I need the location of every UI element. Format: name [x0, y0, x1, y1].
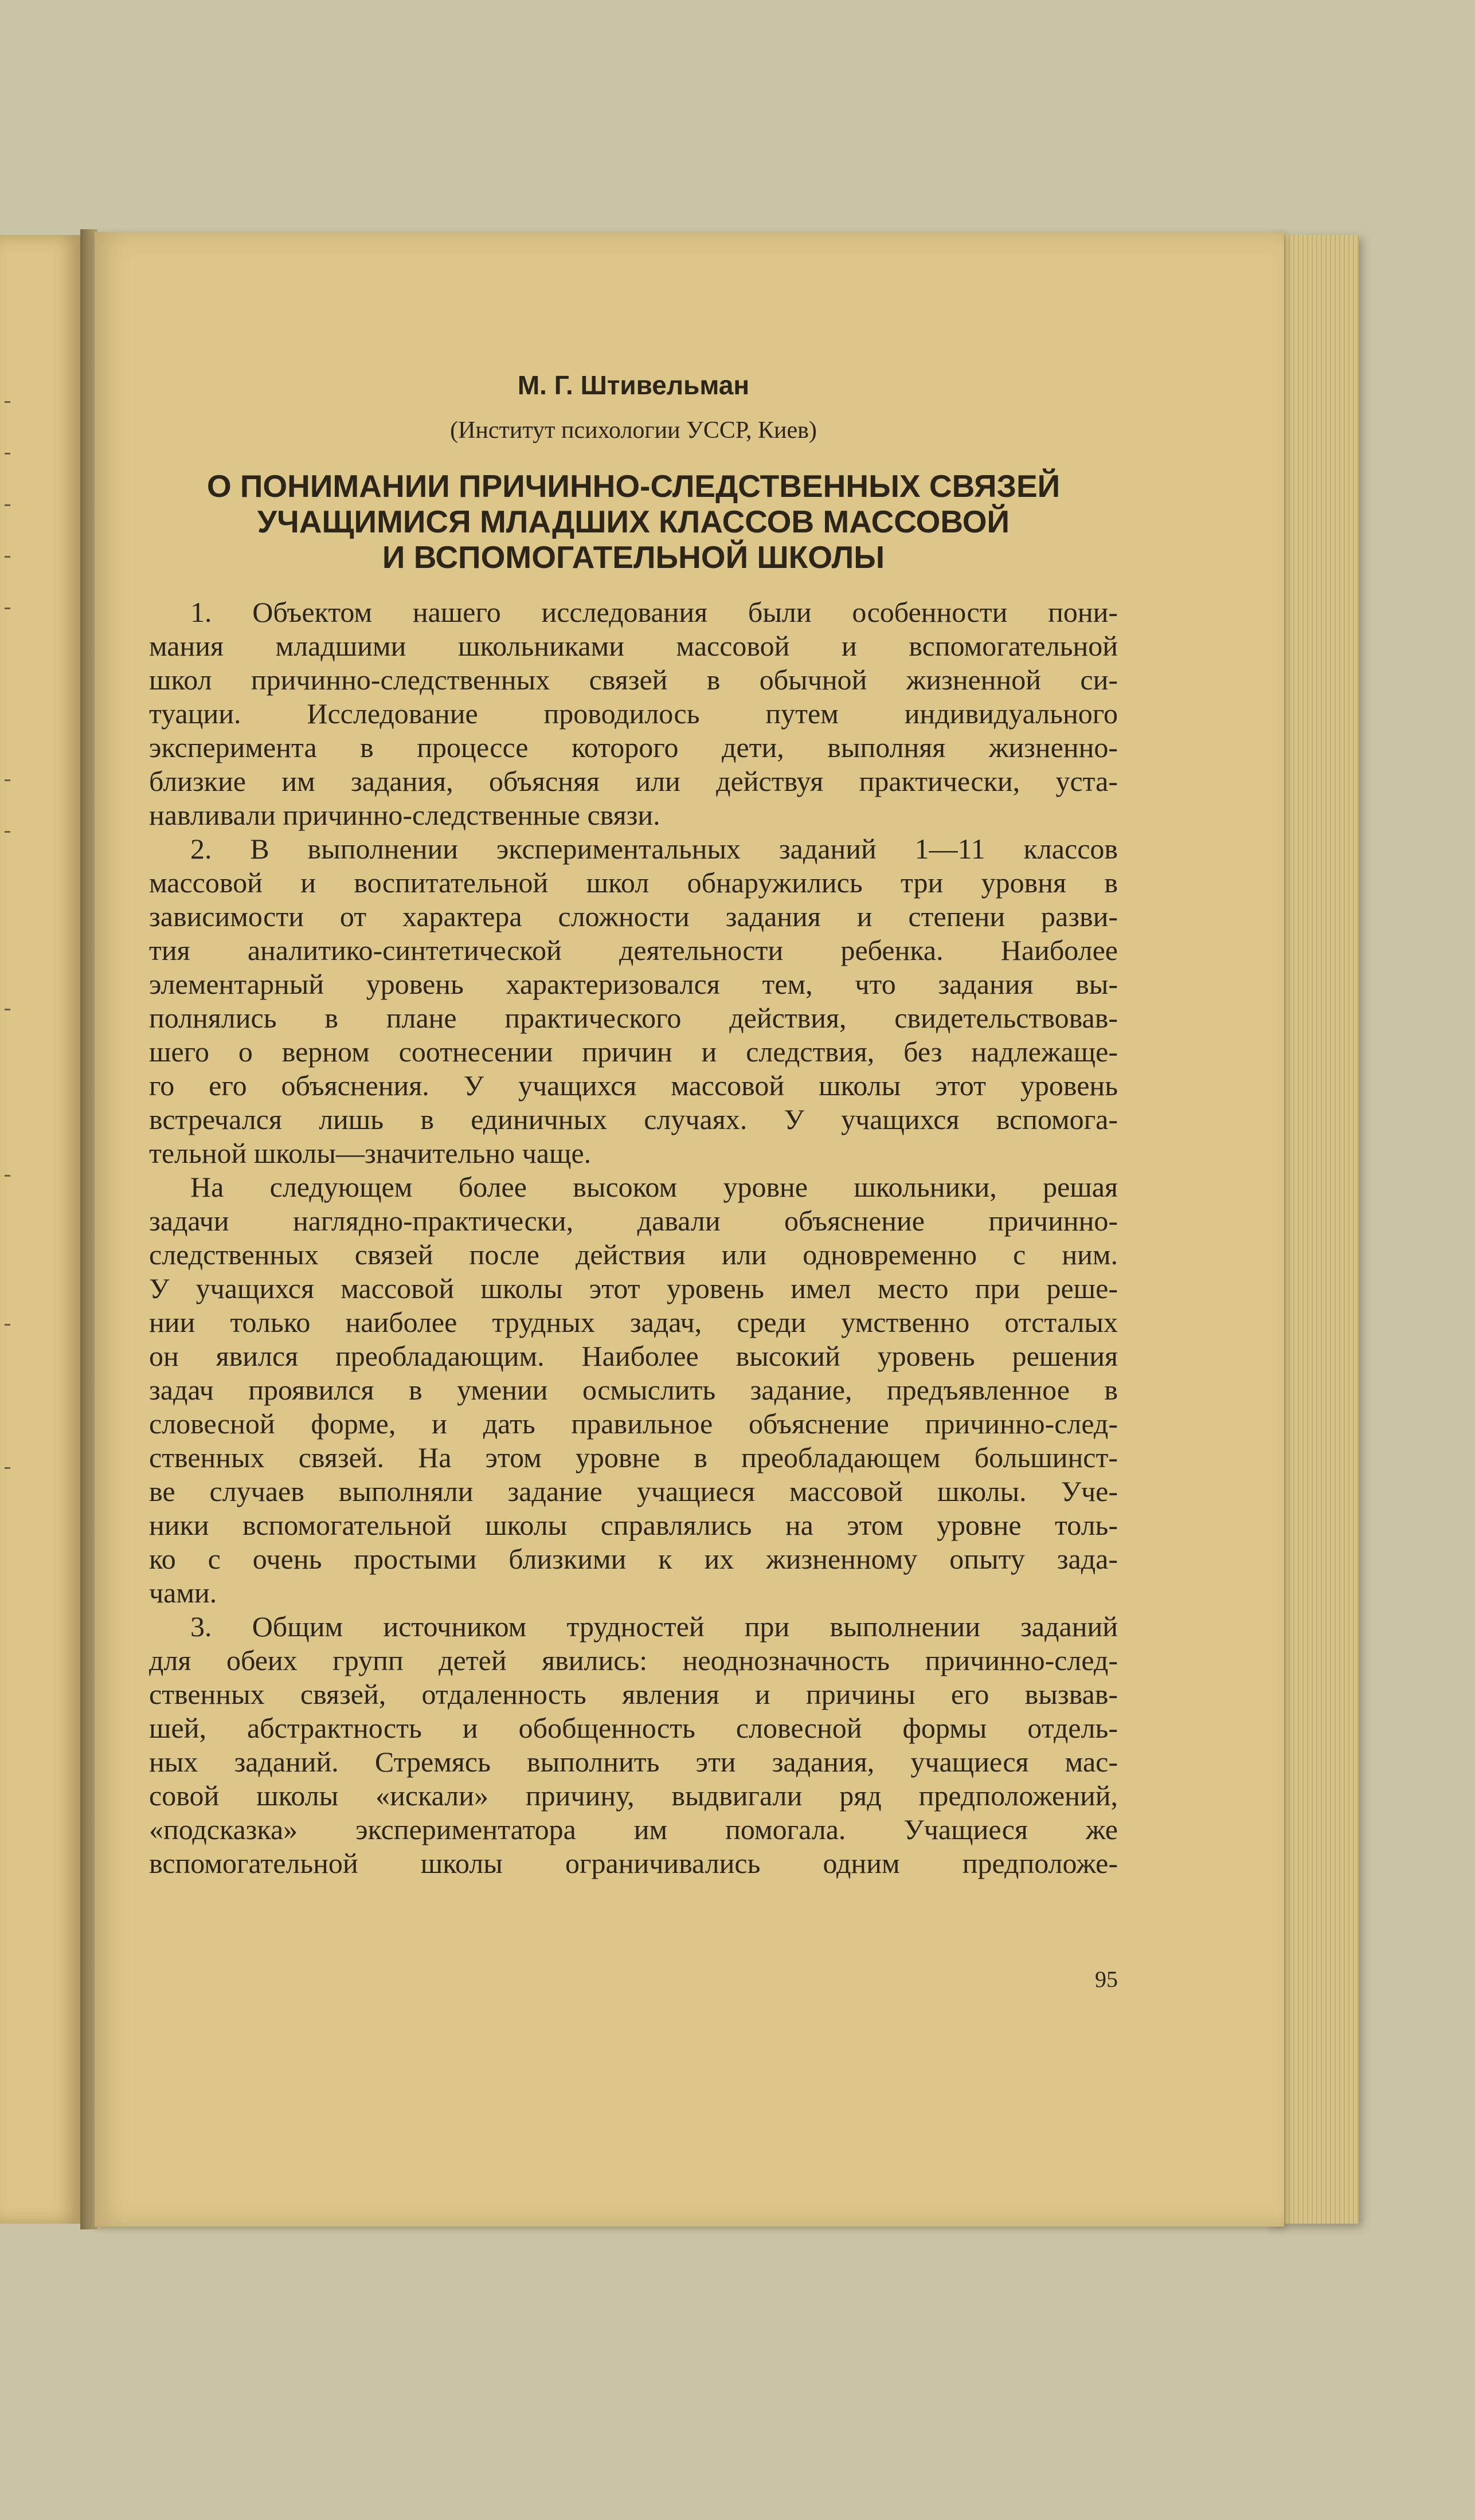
text-line: следственных связей после действия или одновременно с ним. [149, 1239, 1118, 1271]
text-line: «подсказка» экспериментатора им помогала. Учащиеся же [149, 1813, 1118, 1845]
text-line: 1. Объектом нашего исследования были особенности пони- [190, 596, 1118, 628]
text-line: для обеих групп детей явились: неоднозначность причинно-след- [149, 1644, 1118, 1676]
text-line: навливали причинно-следственные связи. [149, 799, 660, 831]
text-line: близкие им задания, объясняя или действуя практически, уста- [149, 765, 1118, 797]
article-title [149, 468, 1118, 575]
text-line: задачи наглядно-практически, давали объяснение причинно- [149, 1205, 1118, 1237]
text-line: встречался лишь в единичных случаях. У учащихся вспомога- [149, 1103, 1118, 1135]
text-line: школ причинно-следственных связей в обычной жизненной си- [149, 664, 1118, 696]
facing-page-text-fragment [5, 1467, 10, 1469]
facing-page-text-fragment [5, 401, 10, 403]
facing-page-text-fragment [5, 504, 10, 506]
text-line: туации. Исследование проводилось путем индивидуального [149, 697, 1118, 730]
text-line: ко с очень простыми близкими к их жизненному опыту зада- [149, 1543, 1118, 1575]
text-line: задач проявился в умении осмыслить задание, предъявленное в [149, 1374, 1118, 1406]
text-line: На следующем более высоком уровне школьники, решая [190, 1171, 1118, 1203]
text-line: совой школы «искали» причину, выдвигали ряд предположений, [149, 1780, 1118, 1812]
facing-page-text-fragment [5, 453, 10, 454]
article [149, 370, 1118, 1880]
facing-page-edge [0, 235, 80, 2224]
text-line: ных заданий. Стремясь выполнить эти задания, учащиеся мас- [149, 1746, 1118, 1778]
article-affiliation: (Институт психологии УССР, Киев) [450, 417, 817, 444]
text-line: У учащихся массовой школы этот уровень имел место при реше- [149, 1272, 1118, 1304]
text-line: массовой и воспитательной школ обнаружились три уровня в [149, 867, 1118, 899]
text-line: ве случаев выполняли задание учащиеся массовой школы. Уче- [149, 1475, 1118, 1507]
text-line: элементарный уровень характеризовался тем, что задания вы- [149, 968, 1118, 1000]
paragraph-2 [149, 832, 1118, 1170]
text-line: чами. [149, 1577, 217, 1609]
paragraph-4 [149, 1610, 1118, 1880]
text-line: зависимости от характера сложности задания и степени разви- [149, 900, 1118, 932]
facing-page-text-fragment [5, 779, 10, 781]
text-line: ники вспомогательной школы справлялись на этом уровне толь- [149, 1509, 1118, 1541]
text-line: шей, абстрактность и обобщенность словесной формы отдель- [149, 1712, 1118, 1744]
facing-page-text-fragment [5, 831, 10, 833]
text-line: словесной форме, и дать правильное объяснение причинно-след- [149, 1408, 1118, 1440]
text-line: ственных связей, отдаленность явления и причины его вызвав- [149, 1678, 1118, 1710]
book-page [95, 232, 1284, 2227]
text-line: вспомогательной школы ограничивались одним предположе- [149, 1847, 1118, 1879]
paragraph-3 [149, 1170, 1118, 1610]
article-author: М. Г. Штивельман [517, 370, 750, 400]
text-line: шего о верном соотнесении причин и следствия, без надлежаще- [149, 1036, 1118, 1068]
text-line: тия аналитико-синтетической деятельности ребенка. Наиболее [149, 934, 1118, 966]
facing-page-text-fragment [5, 608, 10, 609]
article-title-line: УЧАЩИМИСЯ МЛАДШИХ КЛАССОВ МАССОВОЙ [257, 504, 1010, 539]
text-line: ственных связей. На этом уровне в преобладающем большинст- [149, 1441, 1118, 1473]
facing-page-text-fragment [5, 1175, 10, 1177]
text-line: 3. Общим источником трудностей при выполнении заданий [190, 1610, 1118, 1643]
article-title-line: О ПОНИМАНИИ ПРИЧИННО-СЛЕДСТВЕННЫХ СВЯЗЕЙ [206, 468, 1061, 504]
text-line: он явился преобладающим. Наиболее высокий уровень решения [149, 1340, 1118, 1372]
paragraph-1 [149, 595, 1118, 832]
text-line: эксперимента в процессе которого дети, выполняя жизненно- [149, 731, 1118, 763]
page-number: 95 [1095, 1966, 1118, 1992]
facing-page-text-fragment [5, 1324, 10, 1326]
text-line: тельной школы—значительно чаще. [149, 1137, 592, 1169]
text-line: го его объяснения. У учащихся массовой школы этот уровень [149, 1069, 1118, 1102]
text-line: полнялись в плане практического действия, свидетельствовав- [149, 1002, 1118, 1034]
text-line: нии только наиболее трудных задач, среди умственно отсталых [149, 1306, 1118, 1338]
article-title-line: И ВСПОМОГАТЕЛЬНОЙ ШКОЛЫ [382, 539, 885, 575]
text-line: мания младшими школьниками массовой и вспомогательной [149, 630, 1118, 662]
facing-page-text-fragment [5, 1009, 10, 1010]
text-line: 2. В выполнении экспериментальных заданий 1—11 классов [190, 833, 1118, 865]
facing-page-text-fragment [5, 556, 10, 558]
